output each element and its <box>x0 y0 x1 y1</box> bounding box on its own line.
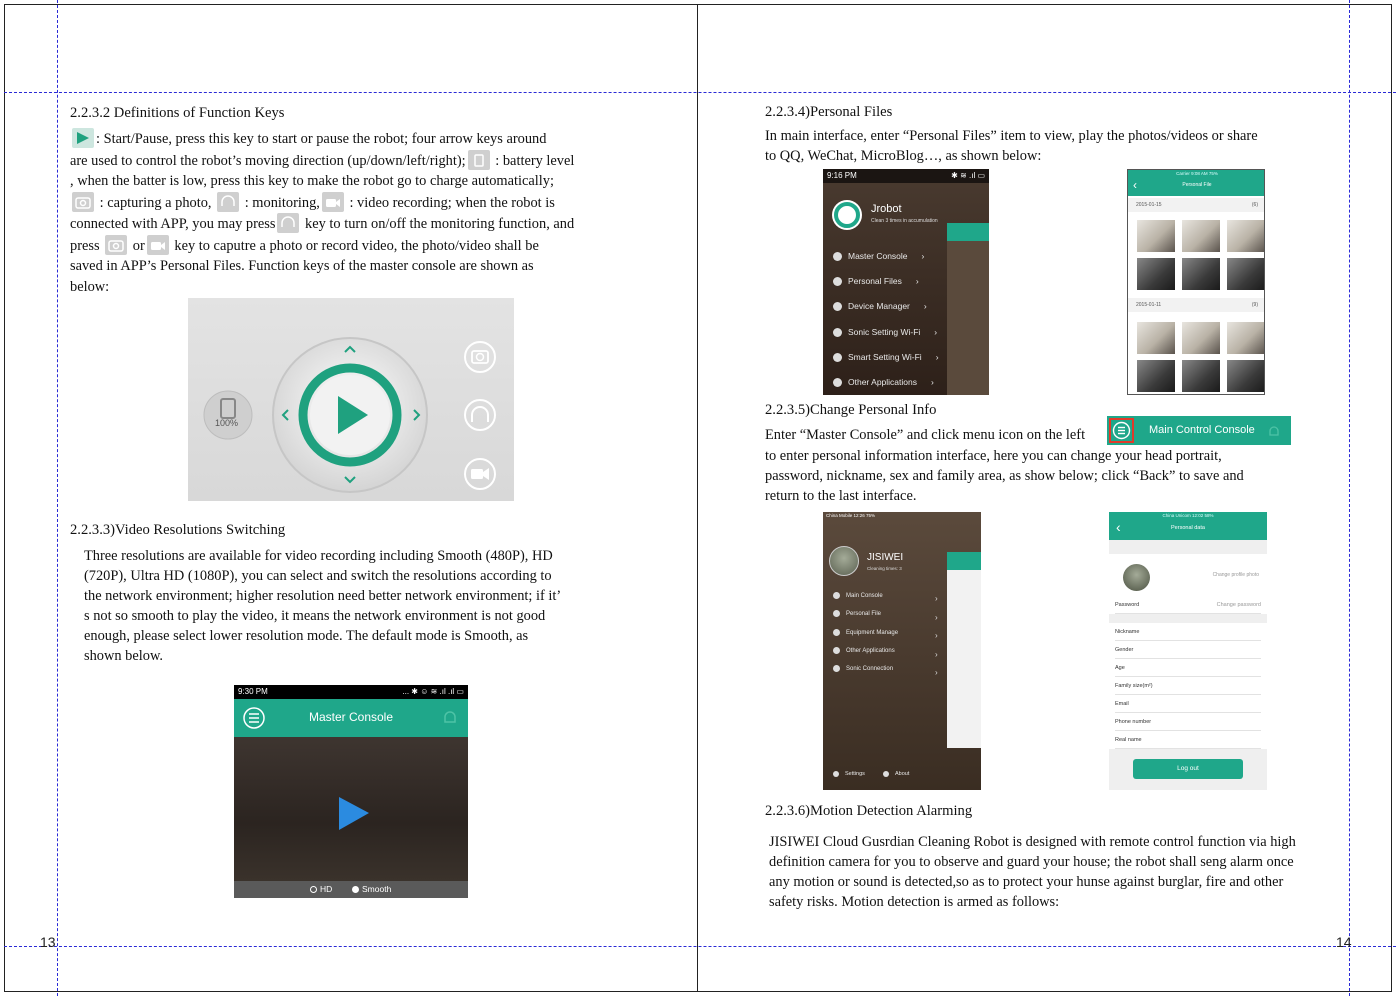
heading-motion-detection: 2.2.3.6)Motion Detection Alarming <box>765 803 973 819</box>
video-area[interactable] <box>234 737 468 881</box>
app-subtitle: Clean 3 times in accumulation <box>871 218 938 224</box>
change-photo-link[interactable]: Change profile photo <box>1212 572 1259 578</box>
text-line: key to caputre a photo or record video, the photo/video shall be <box>170 237 539 254</box>
text-line: In main interface, enter “Personal Files” item to view, play the photos/videos or share <box>765 128 1258 144</box>
user-sub: Cleaning times: 3 <box>867 566 902 571</box>
date-row: 2015-01-15 (6) <box>1128 198 1265 212</box>
camera-key-icon <box>105 235 127 255</box>
field-family-size[interactable]: Family size(m²) <box>1115 677 1261 695</box>
field-real-name[interactable]: Real name <box>1115 731 1261 749</box>
status-text: China Unicom 12:02 58% <box>1162 513 1214 518</box>
page-number-right: 14 <box>1336 934 1352 950</box>
text-line: any motion or sound is detected,so as to protect your hunse against burglar, fire and other <box>769 874 1284 890</box>
text-line: or <box>132 237 145 254</box>
teal-panel-edge <box>947 223 989 241</box>
date-row: 2015-01-11 (9) <box>1128 298 1265 312</box>
user-name: JISIWEI <box>867 552 904 563</box>
play-icon[interactable] <box>334 795 374 835</box>
files-header <box>1128 170 1265 196</box>
text-line: the network environment; higher resolution need better network environment; if it’ <box>84 588 562 604</box>
personal-data-screenshot <box>1109 512 1267 790</box>
back-icon[interactable]: ‹ <box>1116 519 1121 535</box>
about-link[interactable]: About <box>883 771 909 777</box>
field-age[interactable]: Age <box>1115 659 1261 677</box>
text-line: saved in APP’s Personal Files. Function keys of the master console are shown as <box>70 258 534 274</box>
field-gender[interactable]: Gender <box>1115 641 1261 659</box>
menu-item-device-manager[interactable]: Device Manager › <box>833 301 927 311</box>
personal-data-title: Personal data <box>1171 525 1205 531</box>
text-line: are used to control the robot’s moving direction (up/down/left/right); <box>70 152 466 169</box>
photo-thumb[interactable] <box>1137 322 1175 354</box>
text-line: s not so smooth to play the video, it means the network environment is not good <box>84 608 546 624</box>
text-line: Three resolutions are available for video recording including Smooth (480P), HD <box>84 548 553 564</box>
text-line: shown below. <box>84 648 164 664</box>
motion-detection-paragraph <box>769 832 1339 912</box>
avatar[interactable] <box>829 546 859 576</box>
photo-thumb[interactable] <box>1227 322 1265 354</box>
jrobot-menu-screenshot <box>823 169 989 395</box>
page-number-left: 13 <box>40 934 56 950</box>
headphone-key-icon <box>277 213 299 233</box>
status-icons: ✱ ≋ .ıl ▭ <box>951 171 985 180</box>
text-line: : battery level <box>491 152 575 169</box>
password-row[interactable]: Password Change password <box>1115 596 1261 614</box>
photo-thumb[interactable] <box>1182 258 1220 290</box>
personal-files-paragraph <box>765 126 1335 166</box>
menu-item-other-applications[interactable]: Other Applications <box>833 647 895 654</box>
master-console-controller-image <box>188 298 514 501</box>
text-line: below: <box>70 278 110 295</box>
menu-item-personal-file[interactable]: Personal File <box>833 610 881 617</box>
master-console-header <box>234 699 468 737</box>
photo-thumb[interactable] <box>1137 258 1175 290</box>
photo-thumb[interactable] <box>1137 360 1175 392</box>
chevron-column: › › › › › <box>935 594 938 677</box>
text-line: safety risks. Motion detection is armed as follows: <box>769 894 1060 910</box>
header-title: Master Console <box>308 710 394 724</box>
text-line: to QQ, WeChat, MicroBlog…, as shown below: <box>765 148 1042 164</box>
menu-item-equipment-manage[interactable]: Equipment Manage <box>833 629 898 636</box>
crop-line-right <box>1349 0 1350 996</box>
text-line: return to the last interface. <box>765 488 917 504</box>
text-line: JISIWEI Cloud Gusrdian Cleaning Robot is designed with remote control function via high <box>769 834 1296 850</box>
text-line: connected with APP, you may press <box>70 216 276 232</box>
teal-panel-edge <box>947 552 981 570</box>
photo-thumb[interactable] <box>1137 220 1175 252</box>
video-key-icon <box>147 235 169 255</box>
menu-item-personal-files[interactable]: Personal Files › <box>833 276 919 286</box>
text-line: enough, please select lower resolution mode. The default mode is Smooth, as <box>84 628 529 644</box>
text-line: press <box>70 237 100 254</box>
video-resolutions-paragraph <box>84 546 604 666</box>
field-phone-number[interactable]: Phone number <box>1115 713 1261 731</box>
status-icons: ... ✱ ☺ ≋ .ıl .ıl ▭ <box>402 687 464 696</box>
photo-thumb[interactable] <box>1182 220 1220 252</box>
settings-link[interactable]: Settings <box>833 771 865 777</box>
text-line: key to turn on/off the monitoring function, and <box>301 216 575 232</box>
master-console-screenshot <box>234 685 468 898</box>
photo-thumb[interactable] <box>1182 360 1220 392</box>
jrobot-logo-icon <box>831 199 863 231</box>
menu-item-master-console[interactable]: Master Console › <box>833 251 924 261</box>
menu-item-smart-setting[interactable]: Smart Setting Wi-Fi › <box>833 352 939 362</box>
resolution-bar <box>234 881 468 898</box>
main-control-console-banner <box>1107 416 1291 445</box>
menu-icon[interactable] <box>1109 418 1134 443</box>
text-line: , when the batter is low, press this key to make the robot go to charge automatically; <box>70 173 554 189</box>
field-nickname[interactable]: Nickname <box>1115 623 1261 641</box>
app-name: Jrobot <box>871 203 902 215</box>
play-key-icon <box>72 128 94 148</box>
function-keys-paragraph <box>70 128 630 297</box>
menu-item-sonic-connection[interactable]: Sonic Connection <box>833 665 893 672</box>
status-time: 9:16 PM <box>827 171 857 180</box>
text-line: : Start/Pause, press this key to start or pause the robot; four arrow keys around <box>96 131 547 147</box>
heading-video-resolutions: 2.2.3.3)Video Resolutions Switching <box>70 522 286 538</box>
profile-photo[interactable] <box>1123 564 1150 591</box>
photo-thumb[interactable] <box>1227 220 1265 252</box>
text-line: : video recording; when the robot is <box>345 194 555 211</box>
banner-title: Main Control Console <box>1149 424 1255 436</box>
panel-edge <box>947 570 981 748</box>
menu-item-sonic-setting[interactable]: Sonic Setting Wi-Fi › <box>833 327 937 337</box>
bell-icon[interactable] <box>440 708 460 728</box>
status-text: China Mobile 12:26 75% <box>826 513 876 518</box>
status-time: 9:30 PM <box>238 687 268 696</box>
menu-item-other-applications[interactable]: Other Applications › <box>833 377 934 387</box>
text-line: (720P), Ultra HD (1080P), you can select and switch the resolutions according to <box>84 568 552 584</box>
heading-personal-files: 2.2.3.4)Personal Files <box>765 104 893 120</box>
photo-thumb[interactable] <box>1227 258 1265 290</box>
status-text: Carrier 9:08 AM 75% <box>1176 171 1218 176</box>
battery-key-icon <box>468 150 490 170</box>
bell-icon[interactable] <box>1267 424 1281 438</box>
panel-edge <box>947 241 989 395</box>
text-line: : capturing a photo, <box>96 194 216 211</box>
headphone-key-icon <box>217 192 239 212</box>
files-title: Personal File <box>1182 182 1212 188</box>
back-icon[interactable]: ‹ <box>1133 178 1137 192</box>
text-line: : monitoring, <box>241 194 320 211</box>
section-gap <box>1109 614 1267 623</box>
option-smooth[interactable]: Smooth <box>352 884 391 894</box>
heading-change-personal-info: 2.2.3.5)Change Personal Info <box>765 402 937 418</box>
option-hd[interactable]: HD <box>310 884 332 894</box>
change-info-paragraph <box>765 446 1335 506</box>
camera-key-icon <box>72 192 94 212</box>
menu-item-main-console[interactable]: Main Console <box>833 592 943 599</box>
change-info-line1: Enter “Master Console” and click menu icon on the left <box>765 427 1086 443</box>
logout-button[interactable]: Log out <box>1133 759 1243 779</box>
text-line: password, nickname, sex and family area, as show below; click “Back” to save and <box>765 468 1244 484</box>
personal-data-header <box>1109 512 1267 540</box>
video-key-icon <box>322 192 344 212</box>
photo-thumb[interactable] <box>1182 322 1220 354</box>
personal-files-screenshot <box>1127 169 1265 395</box>
status-bar <box>823 169 989 183</box>
text-line: definition camera for you to observe and guard your house; the robot shall seng alarm once <box>769 854 1294 870</box>
crop-line-top <box>4 92 1396 93</box>
heading-function-keys: 2.2.3.2 Definitions of Function Keys <box>70 105 285 121</box>
crop-line-left <box>57 0 58 996</box>
section-gap <box>1109 540 1267 554</box>
jisiwei-menu-screenshot <box>823 512 981 790</box>
photo-thumb[interactable] <box>1227 360 1265 392</box>
field-email[interactable]: Email <box>1115 695 1261 713</box>
crop-line-bottom <box>4 946 1396 947</box>
status-bar <box>234 685 468 699</box>
text-line: to enter personal information interface, here you can change your head portrait, <box>765 448 1222 464</box>
battery-percentage: 100% <box>215 418 239 428</box>
